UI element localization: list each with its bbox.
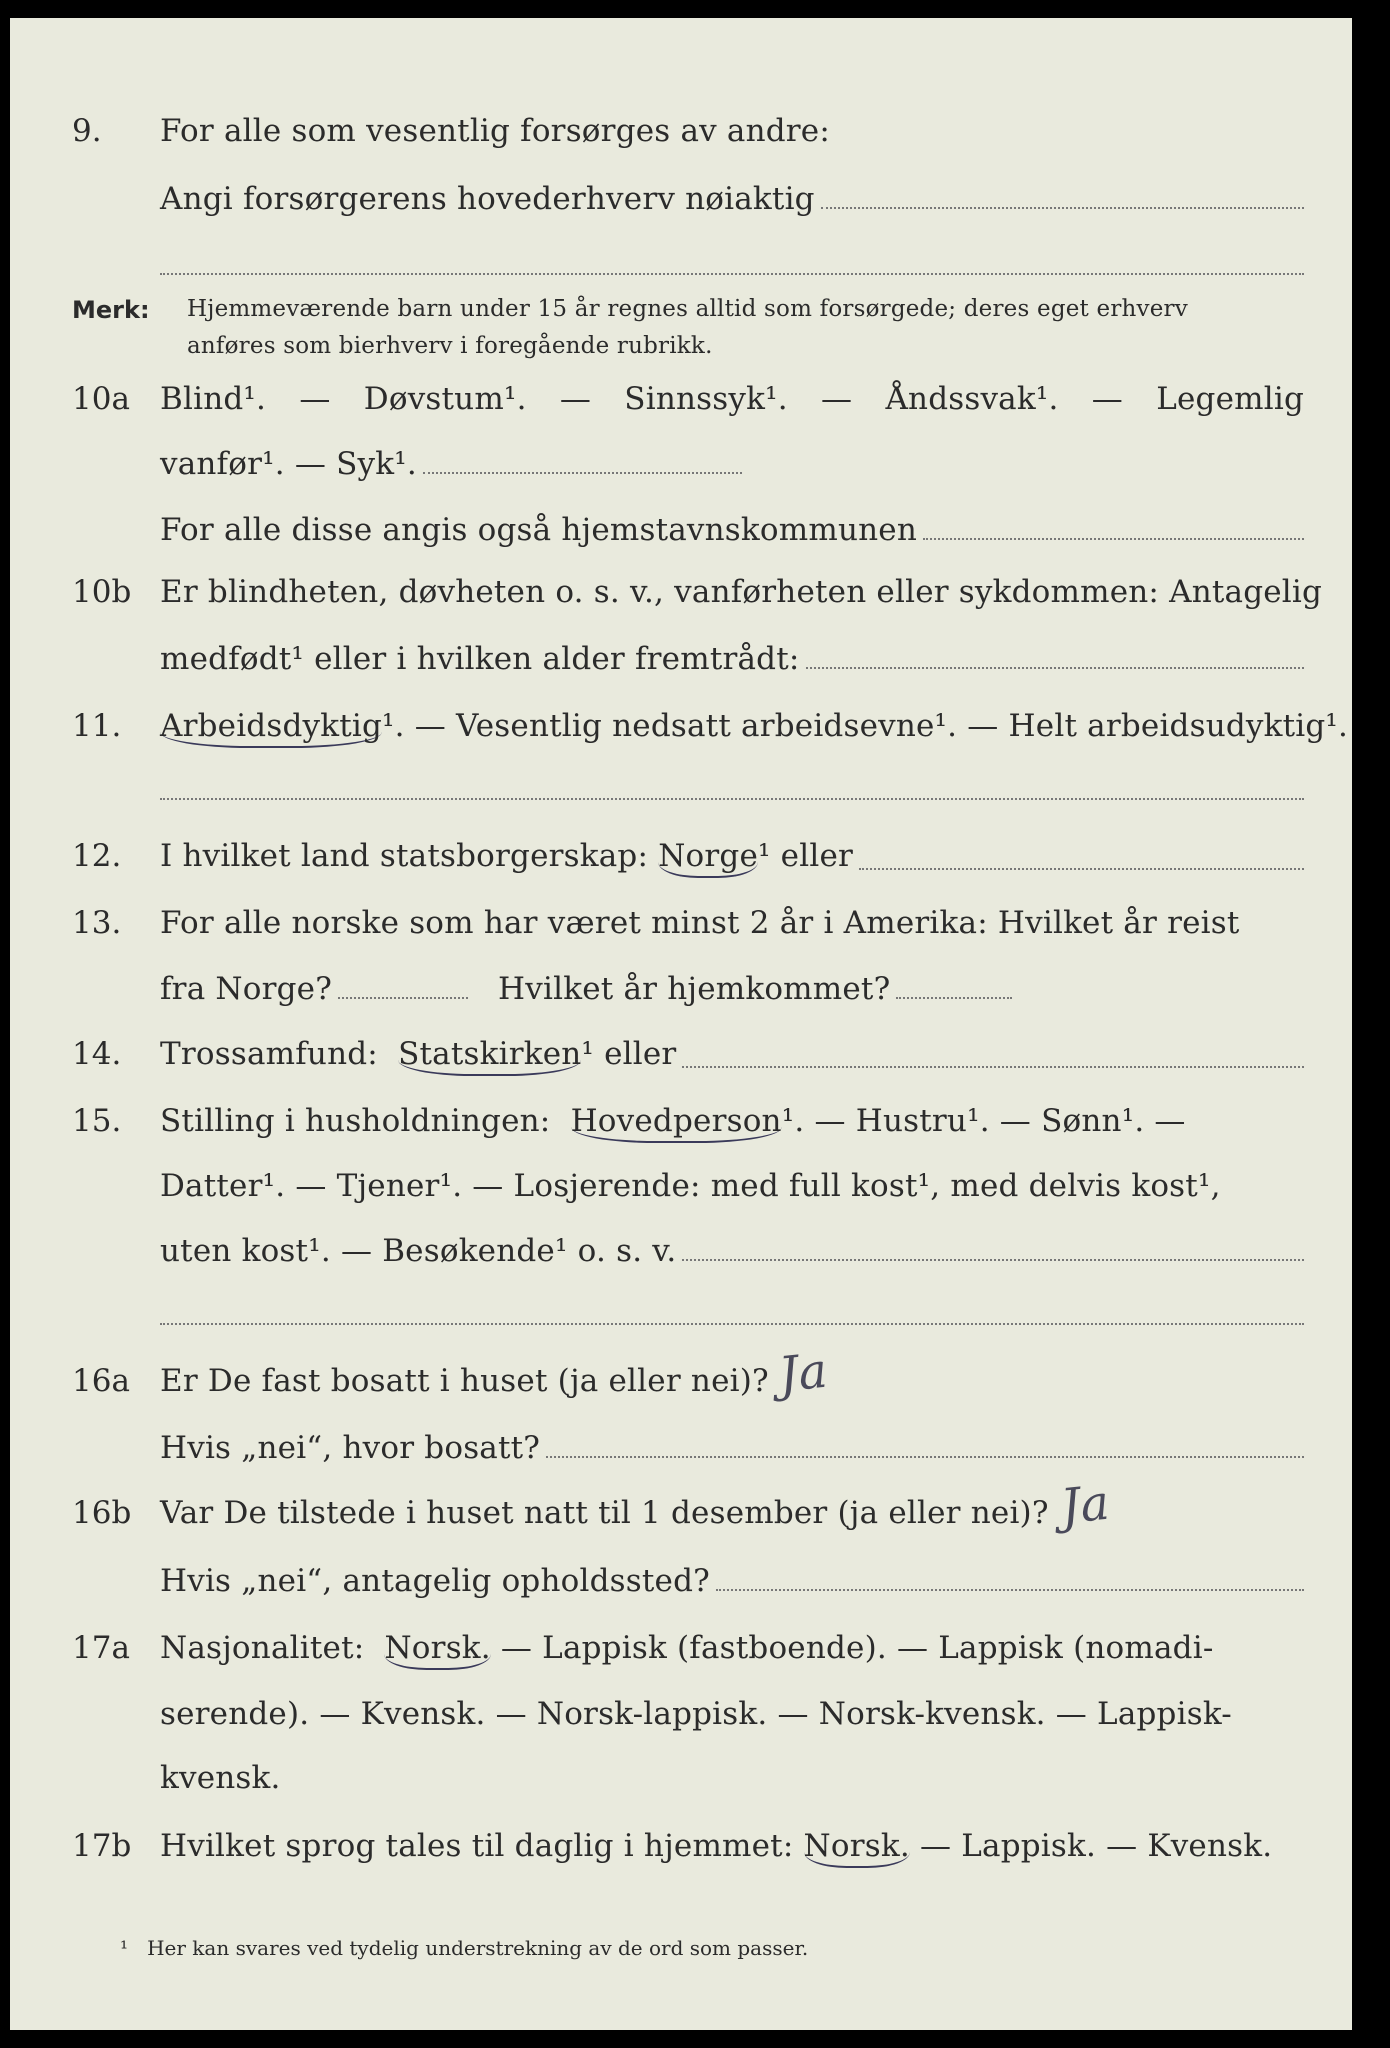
dash: — [821,381,853,417]
underlined-answer[interactable]: Norsk. [804,1828,910,1868]
handwritten-answer[interactable]: Ja [776,1342,830,1404]
answer-field[interactable] [423,471,742,474]
question-options: serende). — Kvensk. — Norsk-lappisk. — Norsk-kvensk. — Lappisk- [160,1696,1232,1732]
question-options: — Lappisk. — Kvensk. [919,1828,1273,1864]
question-text [160,708,1349,744]
underlined-answer[interactable]: Statskirken [398,1036,581,1076]
note-text: Hjemmeværende barn under 15 år regnes alltid som forsørgede; deres eget erhverv [187,296,1188,322]
question-number: 11. [72,708,122,744]
dash: — [299,381,331,417]
answer-field[interactable] [896,996,1012,999]
question-options: — Lappisk (fastboende). — Lappisk (nomadi- [500,1630,1214,1666]
answer-field[interactable] [160,273,1304,275]
question-text: ¹ eller [581,1036,677,1072]
answer-field[interactable] [682,1258,1304,1261]
question-options: Datter¹. — Tjener¹. — Losjerende: med full kost¹, med delvis kost¹, [160,1168,1221,1204]
underlined-answer[interactable]: Arbeidsdyktig [160,708,382,748]
question-text: Trossamfund: [160,1036,378,1072]
footnote-text [120,1936,808,1960]
footnote-mark: ¹ [120,1936,129,1960]
question-text: Nasjonalitet: [160,1630,365,1666]
question-text: Er De fast bosatt i huset (ja eller nei)? [160,1363,769,1399]
dash: — [559,381,592,417]
question-text: For alle norske som har været minst 2 år i Amerika: Hvilket år reist [160,905,1240,941]
question-text [160,1828,1304,1864]
question-number: 14. [72,1036,122,1072]
answer-field[interactable] [160,1323,1304,1325]
answer-field[interactable] [821,206,1304,209]
question-text: Hvilket år hjemkommet? [498,971,891,1007]
question-number: 17b [72,1828,132,1864]
question-number: 17a [72,1630,130,1666]
answer-field[interactable] [160,798,1304,800]
answer-field[interactable] [338,996,468,999]
question-number: 16b [72,1495,132,1531]
question-text [160,1630,1304,1666]
option-legemlig[interactable]: Legemlig [1156,381,1304,417]
question-text: Angi forsørgerens hovederhverv nøiaktig [160,181,815,217]
question-number: 12. [72,838,122,874]
question-text: fra Norge? [160,971,333,1007]
answer-field[interactable] [923,537,1304,540]
option-sinnssyk[interactable]: Sinnssyk¹. [624,381,788,417]
answer-field[interactable] [716,1588,1304,1591]
note-text: anføres som bierhverv i foregående rubrikk. [187,333,713,359]
option-dovstum[interactable]: Døvstum¹. [363,381,527,417]
question-text: vanfør¹. — Syk¹. [160,446,417,482]
question-options: kvensk. [160,1760,281,1796]
question-text: Hvis „nei“, hvor bosatt? [160,1430,541,1466]
option-andssvak[interactable]: Åndssvak¹. [885,381,1059,417]
question-options: ¹. — Vesentlig nedsatt arbeidsevne¹. — Helt arbeidsudyktig¹. [382,708,1349,744]
underlined-answer[interactable]: Norsk. [384,1630,490,1670]
question-number: 13. [72,905,122,941]
question-text: For alle som vesentlig forsørges av andre: [160,113,830,149]
question-options: ¹. — Hustru¹. — Sønn¹. — [781,1103,1186,1139]
question-text: For alle disse angis også hjemstavnskommunen [160,512,917,548]
underlined-answer[interactable]: Norge [658,838,758,878]
question-number: 10a [72,381,130,417]
underlined-answer[interactable]: Hovedperson [571,1103,782,1143]
question-number: 16a [72,1363,130,1399]
answer-field[interactable] [806,666,1304,669]
question-text: Hvis „nei“, antagelig opholdssted? [160,1563,710,1599]
question-text: medfødt¹ eller i hvilken alder fremtrådt: [160,641,800,677]
question-text: I hvilket land statsborgerskap: [160,838,649,874]
option-blind[interactable]: Blind¹. [160,381,267,417]
question-text: Var De tilstede i huset natt til 1 desember (ja eller nei)? [160,1495,1049,1531]
answer-field[interactable] [682,1065,1304,1068]
answer-field[interactable] [859,867,1304,870]
question-text: ¹ eller [758,838,854,874]
answer-field[interactable] [546,1455,1304,1458]
question-number: 15. [72,1103,122,1139]
footnote-body: Her kan svares ved tydelig understrekning av de ord som passer. [147,1936,809,1960]
note-label: Merk: [72,296,150,324]
question-number: 10b [72,574,132,610]
dash: — [1091,381,1123,417]
question-text: Stilling i husholdningen: [160,1103,551,1139]
question-number: 9. [72,113,102,149]
question-text: Hvilket sprog tales til daglig i hjemmet: [160,1828,794,1864]
handwritten-answer[interactable]: Ja [1057,1474,1112,1536]
census-form-page [10,18,1352,2030]
question-text [160,1103,1304,1139]
question-options: uten kost¹. — Besøkende¹ o. s. v. [160,1233,677,1269]
question-text: Er blindheten, døvheten o. s. v., vanførheten eller sykdommen: Antagelig [160,574,1323,610]
